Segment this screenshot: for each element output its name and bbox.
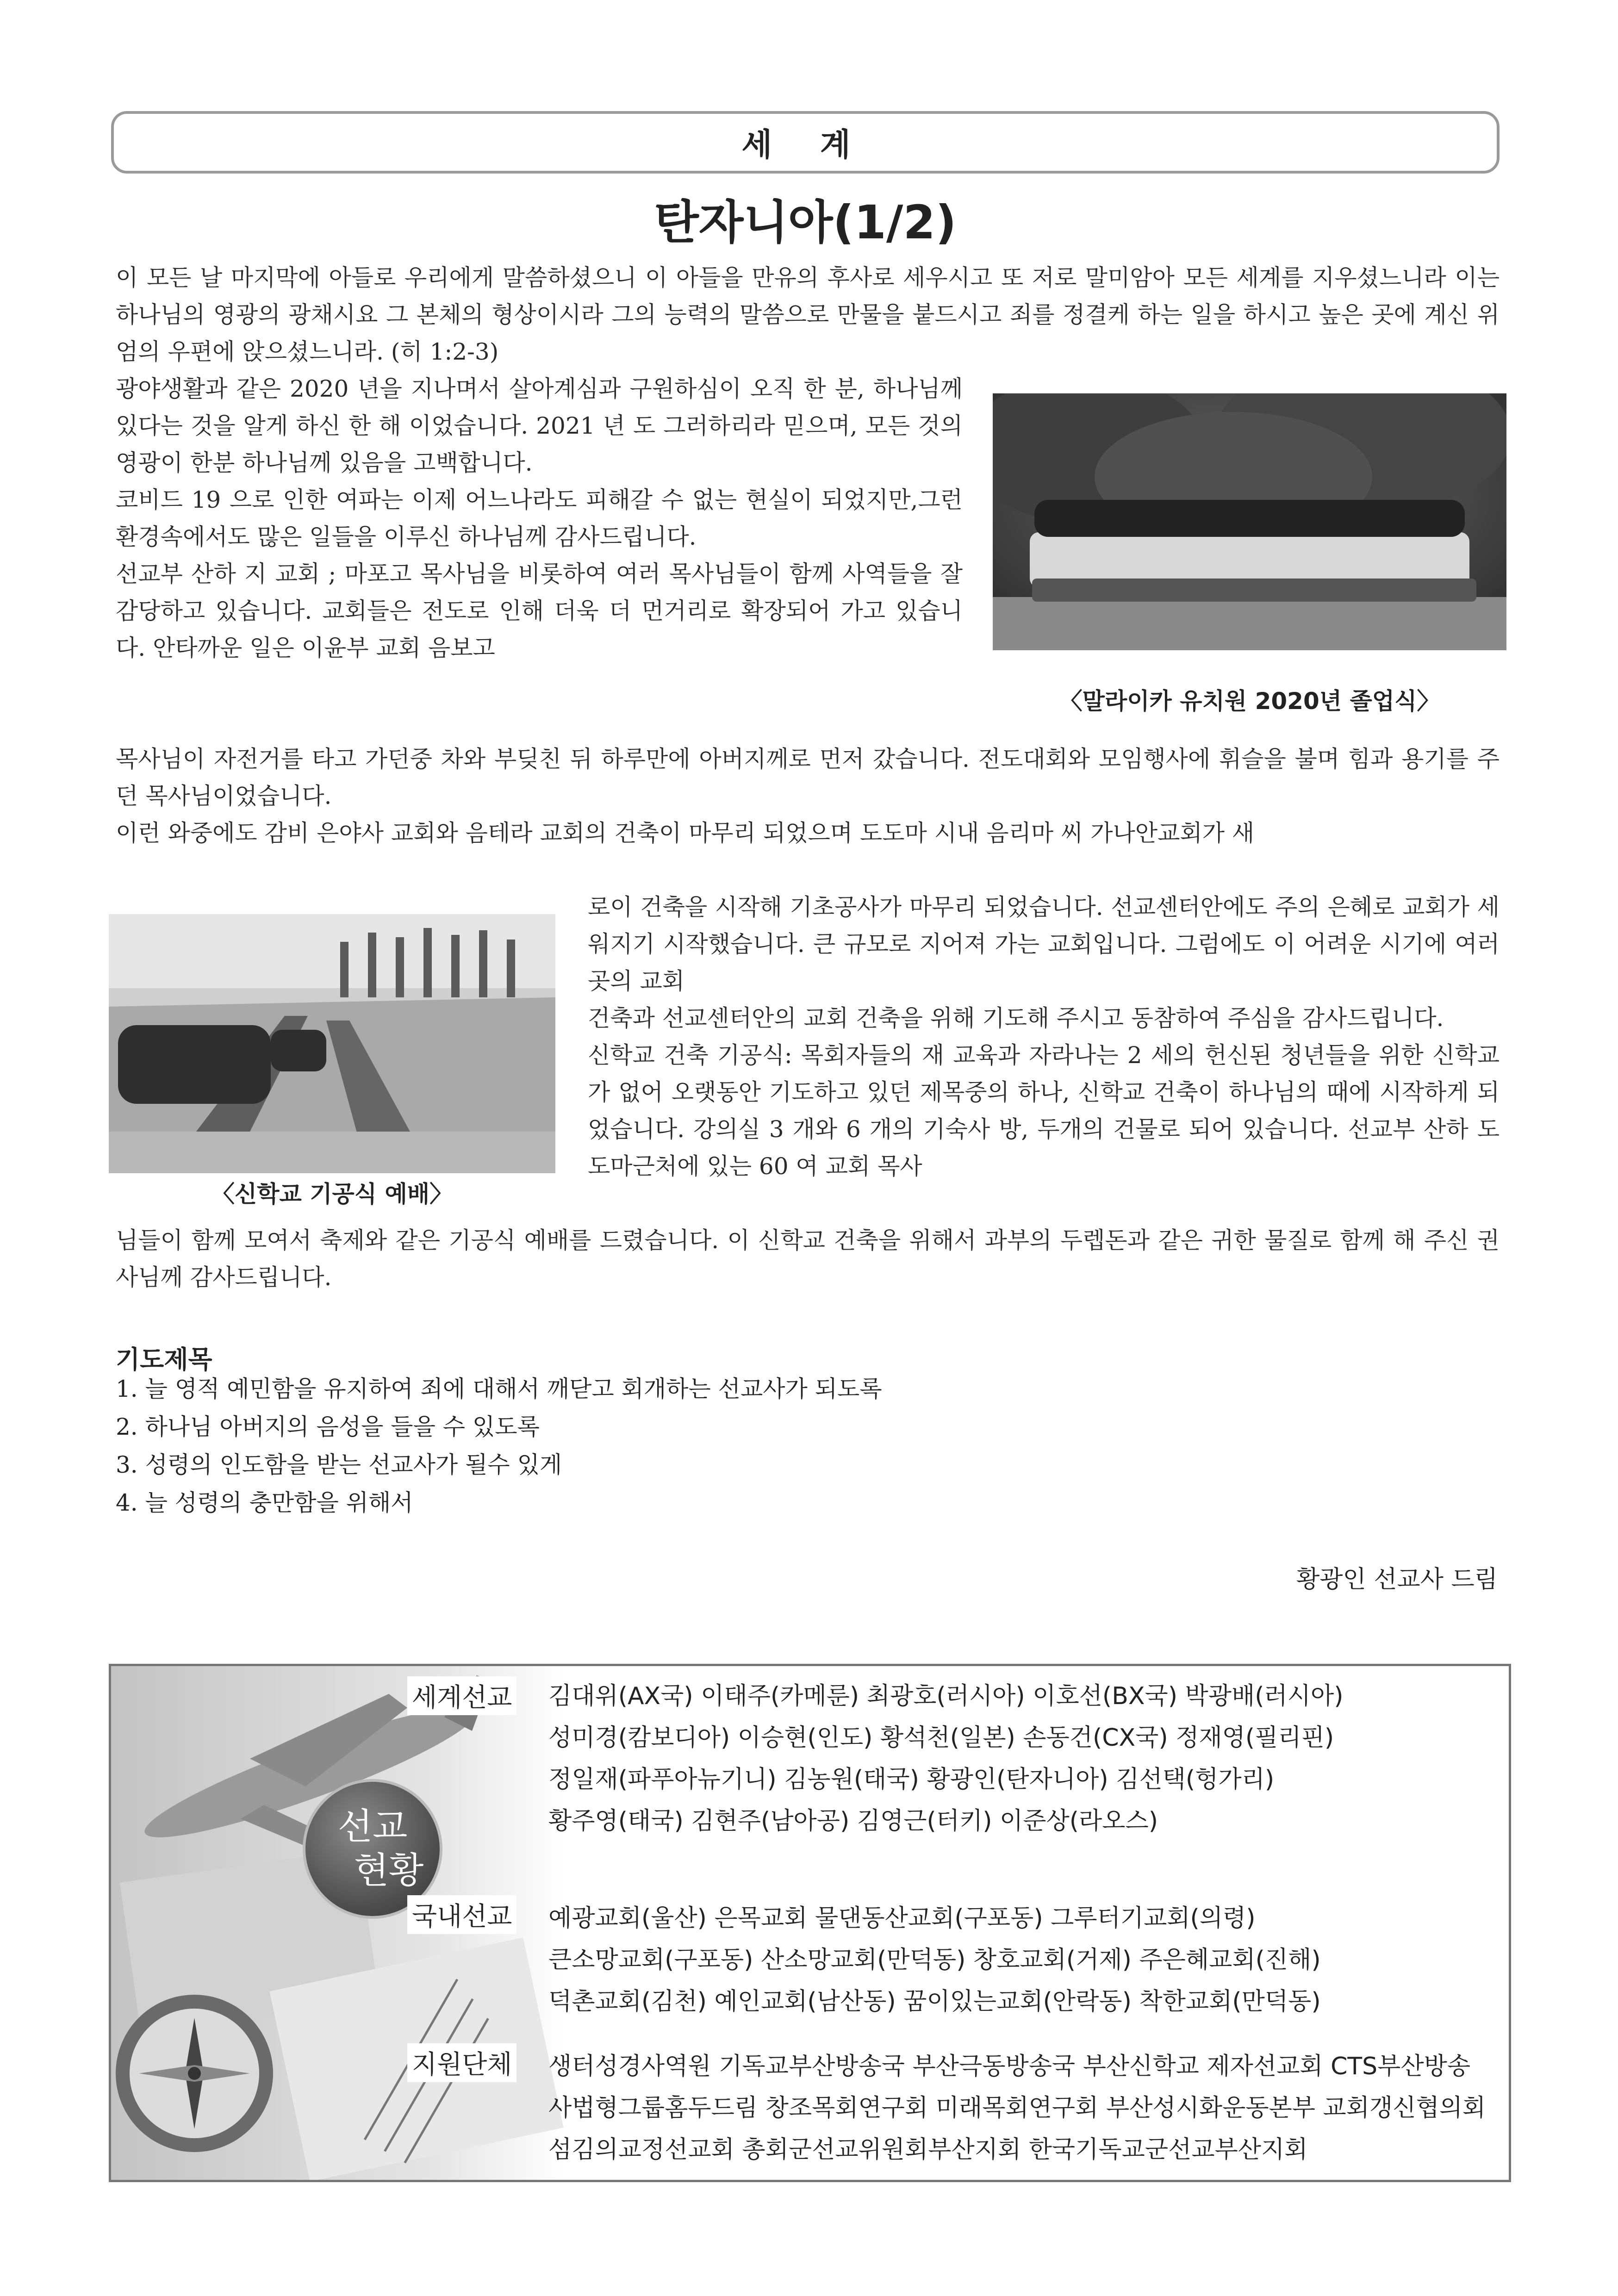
groundbreaking-photo-image <box>109 914 555 1173</box>
support-org-label: 지원단체 <box>407 2043 517 2082</box>
graduation-caption: 〈말라이카 유치원 2020년 졸업식〉 <box>1059 688 1440 715</box>
world-mission-line: 성미경(캄보디아) 이승현(인도) 황석천(일본) 손동건(CX국) 정재영(필리핀) <box>548 1724 1334 1752</box>
graduation-photo-image <box>993 393 1506 650</box>
paragraph-2: 코비드 19 으로 인한 여파는 이제 어느나라도 피해갈 수 없는 현실이 되었지만,그런 환경속에서도 많은 일들을 이루신 하나님께 감사드립니다. <box>116 486 963 550</box>
domestic-mission-list <box>548 1898 1321 2022</box>
paragraph-1: 광야생활과 같은 2020 년을 지나며서 살아계심과 구원하심이 오직 한 분, 하나님께 있다는 것을 알게 하신 한 해 이었습니다. 2021 년 도 그러하리라 믿으며, 모든 것의 영광이 한분 하나님께 있음을 고백합니다. <box>116 375 963 476</box>
world-mission-label: 세계선교 <box>407 1676 517 1715</box>
mission-status-box <box>109 1664 1511 2182</box>
world-mission-line: 정일재(파푸아뉴기니) 김농원(태국) 황광인(탄자니아) 김선택(헝가리) <box>548 1766 1275 1793</box>
paragraph-6b: 님들이 함께 모여서 축제와 같은 기공식 예배를 드렸습니다. 이 신학교 건축을 위해서 과부의 두렙돈과 같은 귀한 물질로 함께 해 주신 권사님께 감사드립니다. <box>116 1227 1500 1291</box>
paragraph-5: 건축과 선교센터안의 교회 건축을 위해 기도해 주시고 동참하여 주심을 감사드립니다. <box>588 1005 1444 1032</box>
domestic-mission-line: 큰소망교회(구포동) 산소망교회(만덕동) 창호교회(거제) 주은혜교회(진해) <box>548 1946 1321 1974</box>
paragraph-4a: 이런 와중에도 감비 은야사 교회와 음테라 교회의 건축이 마무리 되었으며 도도마 시내 음리마 씨 가나안교회가 새 <box>116 820 1255 846</box>
support-org-line: 사법형그룹홈두드림 창조목회연구회 미래목회연구회 부산성시화운동본부 교회갱신협의회 <box>548 2094 1486 2122</box>
prayer-item: 4. 늘 성령의 충만함을 위해서 <box>116 1489 413 1516</box>
paragraph-3a: 선교부 산하 지 교회 ; 마포고 목사님을 비롯하여 여러 목사님들이 함께 사역들을 잘 감당하고 있습니다. 교회들은 전도로 인해 더욱 더 먼거리로 확장되어 가고 있습니다. 안타까운 일은 이윤부 교회 음보고 <box>116 560 963 661</box>
prayer-list <box>116 1370 882 1522</box>
support-org-line: 생터성경사역원 기독교부산방송국 부산극동방송국 부산신학교 제자선교회 CTS부산방송 <box>548 2053 1471 2080</box>
page-title: 탄자니아(1/2) <box>654 195 957 249</box>
paragraph-3b: 목사님이 자전거를 타고 가던중 차와 부딪친 뒤 하루만에 아버지께로 먼저 갔습니다. 전도대회와 모임행사에 휘슬을 불며 힘과 용기를 주던 목사님이었습니다. <box>116 746 1500 809</box>
badge-line-2: 현황 <box>354 1850 424 1892</box>
support-org-list <box>548 2046 1486 2171</box>
prayer-heading: 기도제목 <box>116 1345 212 1374</box>
domestic-mission-line: 덕촌교회(김천) 예인교회(남산동) 꿈이있는교회(안락동) 착한교회(만덕동) <box>548 1988 1321 2016</box>
badge-line-1: 선교 <box>337 1806 408 1848</box>
domestic-mission-line: 예광교회(울산) 은목교회 물댄동산교회(구포동) 그루터기교회(의령) <box>548 1904 1256 1932</box>
world-mission-line: 황주영(태국) 김현주(남아공) 김영근(터키) 이준상(라오스) <box>548 1807 1158 1835</box>
section-label: 세 계 <box>741 127 869 163</box>
world-mission-list <box>548 1675 1344 1842</box>
body-full-1 <box>116 740 1500 852</box>
body-column-right <box>588 889 1500 1185</box>
world-mission-line: 김대위(AX국) 이태주(카메룬) 최광호(러시아) 이호선(BX국) 박광배(러시아) <box>548 1682 1344 1710</box>
support-org-line: 섬김의교정선교회 총회군선교위원회부산지회 한국기독교군선교부산지회 <box>548 2136 1308 2164</box>
groundbreaking-photo <box>109 914 555 1173</box>
groundbreaking-caption: 〈신학교 기공식 예배〉 <box>211 1181 453 1207</box>
paragraph-6a: 신학교 건축 기공식: 목회자들의 재 교육과 자라나는 2 세의 헌신된 청년들을 위한 신학교가 없어 오랫동안 기도하고 있던 제목중의 하나, 신학교 건축이 하나님의 때에 시작하게 되었습니다. 강의실 3 개와 6 개의 기숙사 방, 두개의 건물로 되어 있습니다. 선교부 산하 도도마근처에 있는 60 여 교회 목사 <box>588 1042 1500 1180</box>
signature: 황광인 선교사 드림 <box>1296 1566 1498 1593</box>
prayer-item: 2. 하나님 아버지의 음성을 들을 수 있도록 <box>116 1413 540 1440</box>
body-column-top <box>116 370 963 666</box>
graduation-photo <box>993 393 1506 650</box>
paragraph-4b: 로이 건축을 시작해 기초공사가 마무리 되었습니다. 선교센터안에도 주의 은혜로 교회가 세워지기 시작했습니다. 큰 규모로 지어져 가는 교회입니다. 그럼에도 이 어려운 시기에 여러곳의 교회 <box>588 894 1500 995</box>
scripture-verse: 이 모든 날 마지막에 아들로 우리에게 말씀하셨으니 이 아들을 만유의 후사로 세우시고 또 저로 말미암아 모든 세계를 지우셨느니라 이는 하나님의 영광의 광채시요 그 본체의 형상이시라 그의 능력의 말씀으로 만물을 붙드시고 죄를 정결케 하는 일을 하시고 높은 곳에 계신 위엄의 우편에 앉으셨느니라. (히 1:2-3) <box>116 264 1500 365</box>
section-header <box>111 111 1500 174</box>
compass-icon <box>116 1995 273 2152</box>
prayer-item: 3. 성령의 인도함을 받는 선교사가 될수 있게 <box>116 1451 562 1478</box>
body-full-2 <box>116 1222 1500 1296</box>
domestic-mission-label: 국내선교 <box>407 1895 517 1934</box>
prayer-item: 1. 늘 영적 예민함을 유지하여 죄에 대해서 깨닫고 회개하는 선교사가 되도록 <box>116 1375 882 1402</box>
